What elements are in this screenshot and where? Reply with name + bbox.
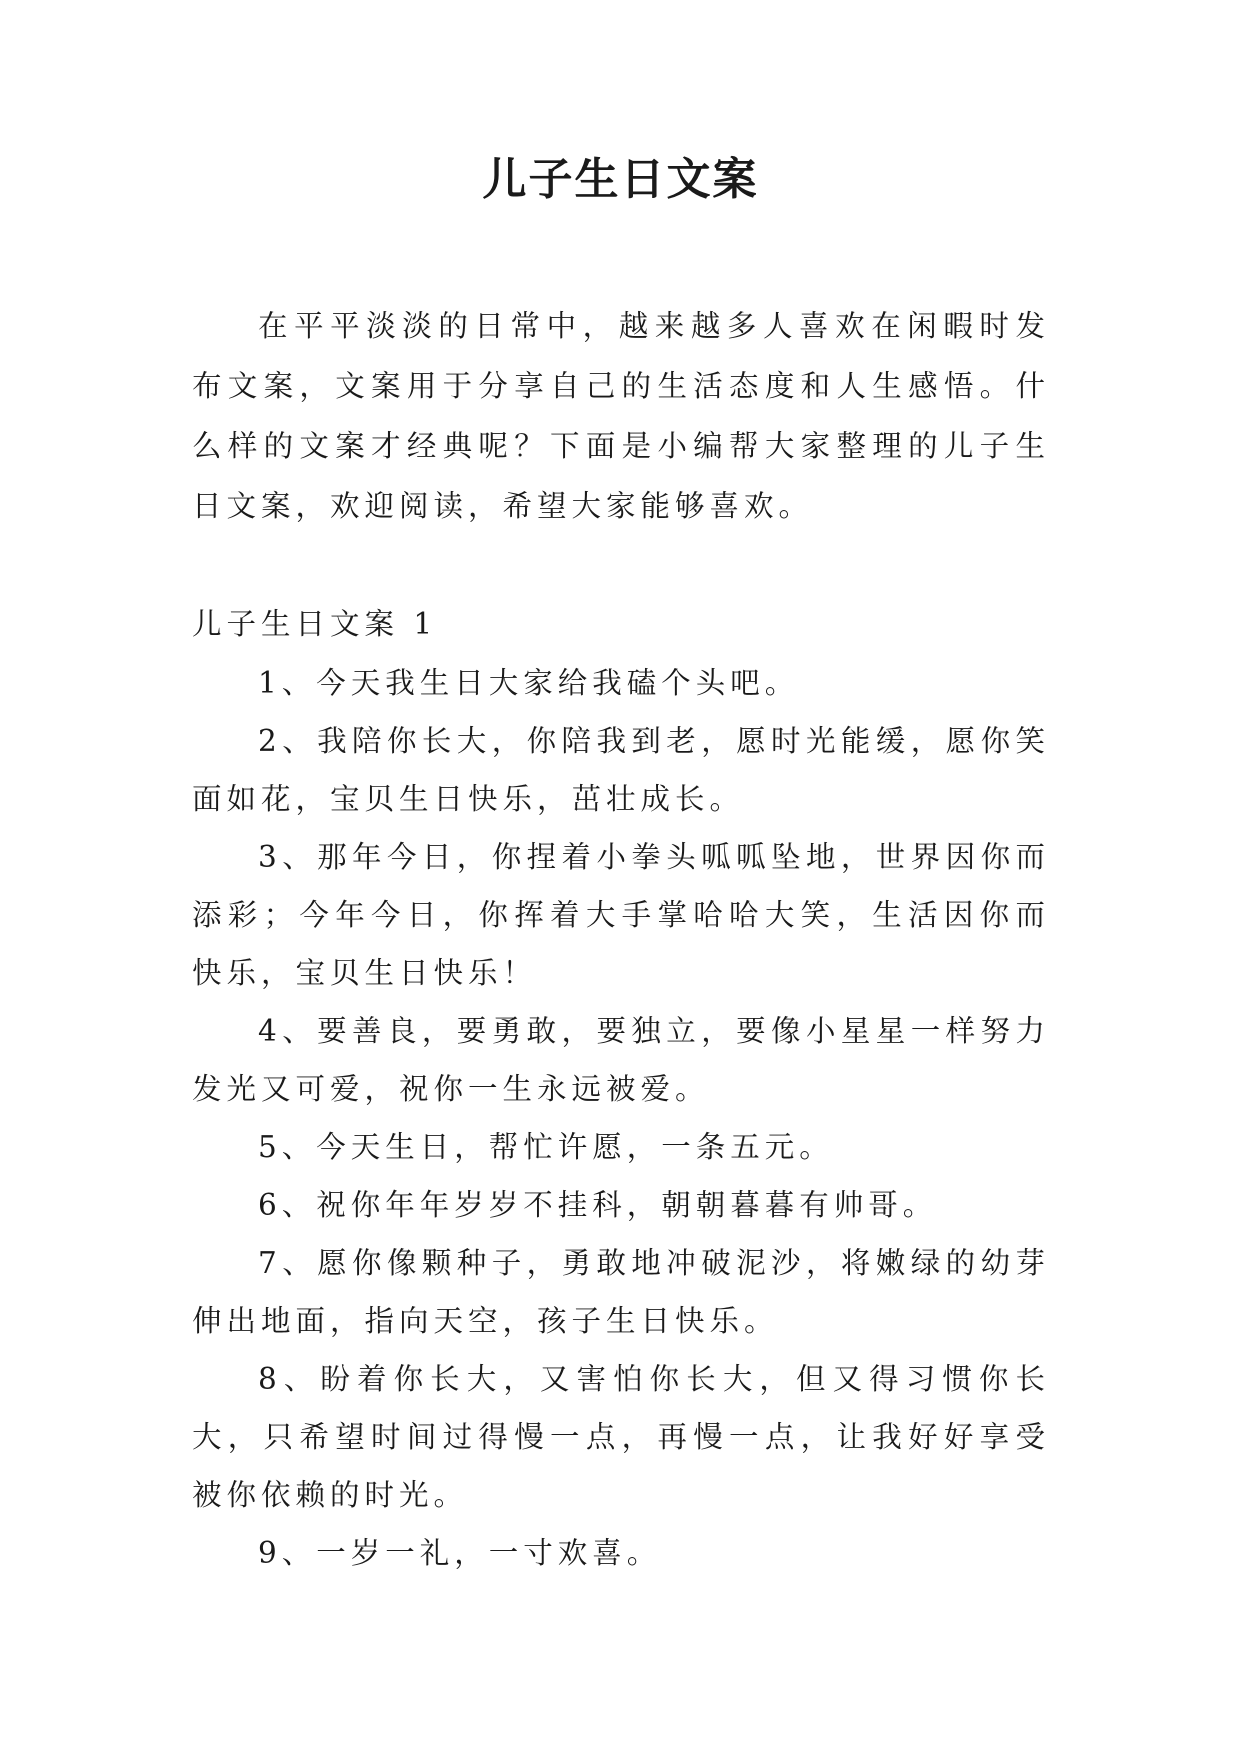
list-item: 5、今天生日，帮忙许愿，一条五元。 <box>258 1130 834 1164</box>
list-item: 1、今天我生日大家给我磕个头吧。 <box>258 666 800 700</box>
list-item: 9、一岁一礼，一寸欢喜。 <box>258 1536 662 1570</box>
list-item: 7、愿你像颗种子，勇敢地冲破泥沙，将嫩绿的幼芽伸出地面，指向天空，孩子生日快乐。 <box>192 1246 1050 1338</box>
list-item: 8、盼着你长大，又害怕你长大，但又得习惯你长大，只希望时间过得慢一点，再慢一点，让我好好享受被你依赖的时光。 <box>192 1362 1050 1512</box>
intro-paragraph: 在平平淡淡的日常中，越来越多人喜欢在闲暇时发布文案，文案用于分享自己的生活态度和人生感悟。什么样的文案才经典呢？下面是小编帮大家整理的儿子生日文案，欢迎阅读，希望大家能够喜欢。 <box>192 309 1050 523</box>
section-title: 儿子生日文案 1 <box>192 607 438 641</box>
list-item: 4、要善良，要勇敢，要独立，要像小星星一样努力发光又可爱，祝你一生永远被爱。 <box>192 1014 1050 1106</box>
list-item: 3、那年今日，你捏着小拳头呱呱坠地，世界因你而添彩；今年今日，你挥着大手掌哈哈大笑，生活因你而快乐，宝贝生日快乐！ <box>192 840 1050 990</box>
list-item: 2、我陪你长大，你陪我到老，愿时光能缓，愿你笑面如花，宝贝生日快乐，茁壮成长。 <box>192 724 1050 816</box>
document-body <box>192 296 1050 1582</box>
list-item: 6、祝你年年岁岁不挂科，朝朝暮暮有帅哥。 <box>258 1188 938 1222</box>
page-title: 儿子生日文案 <box>482 154 759 205</box>
